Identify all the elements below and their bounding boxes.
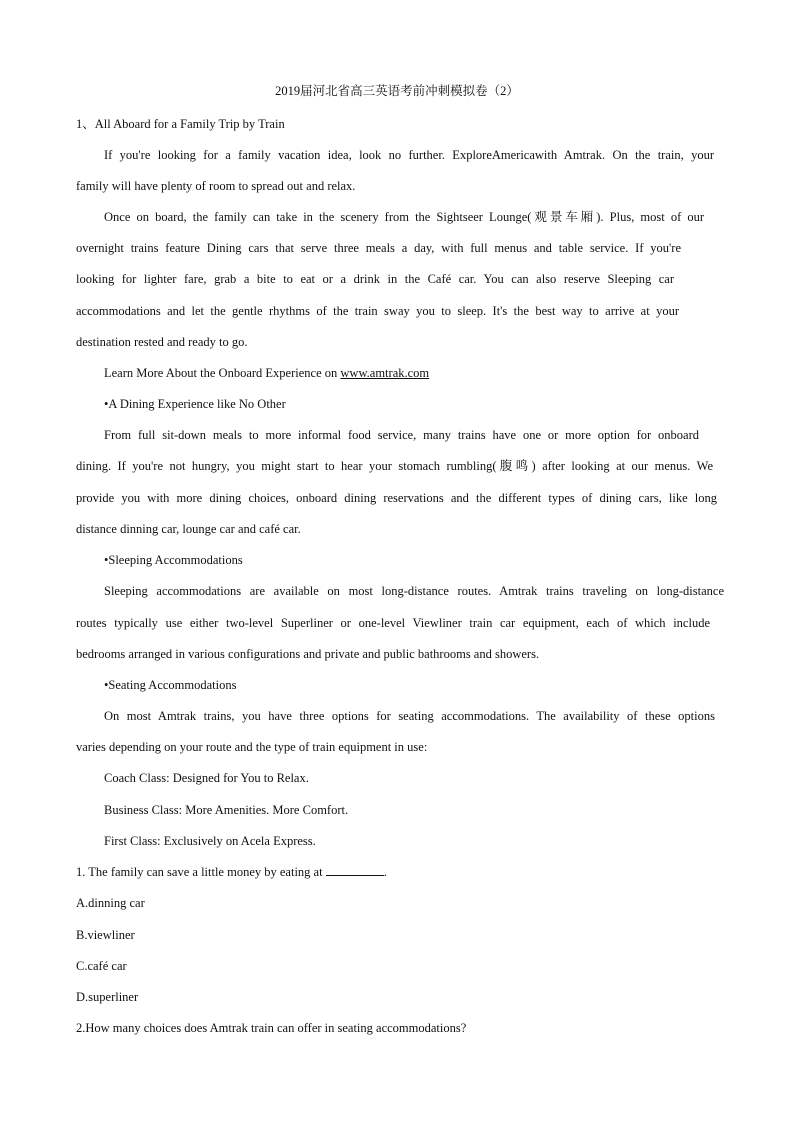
paragraph-line: destination rested and ready to go. (76, 335, 248, 349)
amtrak-link[interactable]: www.amtrak.com (340, 366, 430, 380)
learn-more-text: Learn More About the Onboard Experience on (104, 366, 341, 380)
answer-blank (326, 865, 384, 876)
question-2: 2.How many choices does Amtrak train can offer in seating accommodations? (76, 1021, 467, 1035)
seating-class: Business Class: More Amenities. More Comfort. (104, 803, 349, 817)
paragraph-line: routes typically use either two-level Superliner or one-level Viewliner train car equipment, each of which include (76, 616, 710, 630)
paragraph-line: Once on board, the family can take in the scenery from the Sightseer Lounge(观景车厢). Plus, most of our (104, 210, 704, 224)
paragraph-line: distance dinning car, lounge car and café car. (76, 522, 301, 536)
question-1 (76, 864, 387, 880)
option-c: C.café car (76, 959, 127, 973)
paragraph-line: provide you with more dining choices, onboard dining reservations and the different types of dining cars, like long (76, 491, 717, 505)
paragraph-line: overnight trains feature Dining cars that serve three meals a day, with full menus and table service. If you're (76, 241, 681, 255)
document-title: 2019届河北省高三英语考前冲刺模拟卷（2） (275, 84, 519, 98)
bullet-seating: •Seating Accommodations (104, 678, 237, 692)
question-1-stem: 1. The family can save a little money by eating at (76, 865, 326, 879)
bullet-dining: •A Dining Experience like No Other (104, 397, 286, 411)
paragraph-line: bedrooms arranged in various configurations and private and public bathrooms and showers. (76, 647, 540, 661)
paragraph-line: On most Amtrak trains, you have three options for seating accommodations. The availability of these options (104, 709, 715, 723)
seating-class: Coach Class: Designed for You to Relax. (104, 771, 309, 785)
paragraph-line: From full sit-down meals to more informal food service, many trains have one or more option for onboard (104, 428, 699, 442)
option-d: D.superliner (76, 990, 139, 1004)
seating-class: First Class: Exclusively on Acela Express. (104, 834, 316, 848)
passage-heading: 1、All Aboard for a Family Trip by Train (76, 117, 285, 131)
learn-more-line (104, 365, 429, 381)
paragraph-line: looking for lighter fare, grab a bite to eat or a drink in the Café car. You can also reserve Sleeping car (76, 272, 674, 286)
option-a: A.dinning car (76, 896, 145, 910)
paragraph-line: family will have plenty of room to spread out and relax. (76, 179, 356, 193)
question-1-end: . (383, 865, 387, 879)
paragraph-line: accommodations and let the gentle rhythms of the train sway you to sleep. It's the best way to arrive at your (76, 304, 679, 318)
option-b: B.viewliner (76, 928, 135, 942)
paragraph-line: If you're looking for a family vacation idea, look no further. ExploreAmericawith Amtrak. On the train, your (104, 148, 714, 162)
paragraph-line: Sleeping accommodations are available on most long-distance routes. Amtrak trains traveling on long-distance (104, 584, 724, 598)
paragraph-line: dining. If you're not hungry, you might start to hear your stomach rumbling(腹鸣) after looking at our menus. We (76, 459, 713, 473)
paragraph-line: varies depending on your route and the type of train equipment in use: (76, 740, 428, 754)
bullet-sleeping: •Sleeping Accommodations (104, 553, 243, 567)
